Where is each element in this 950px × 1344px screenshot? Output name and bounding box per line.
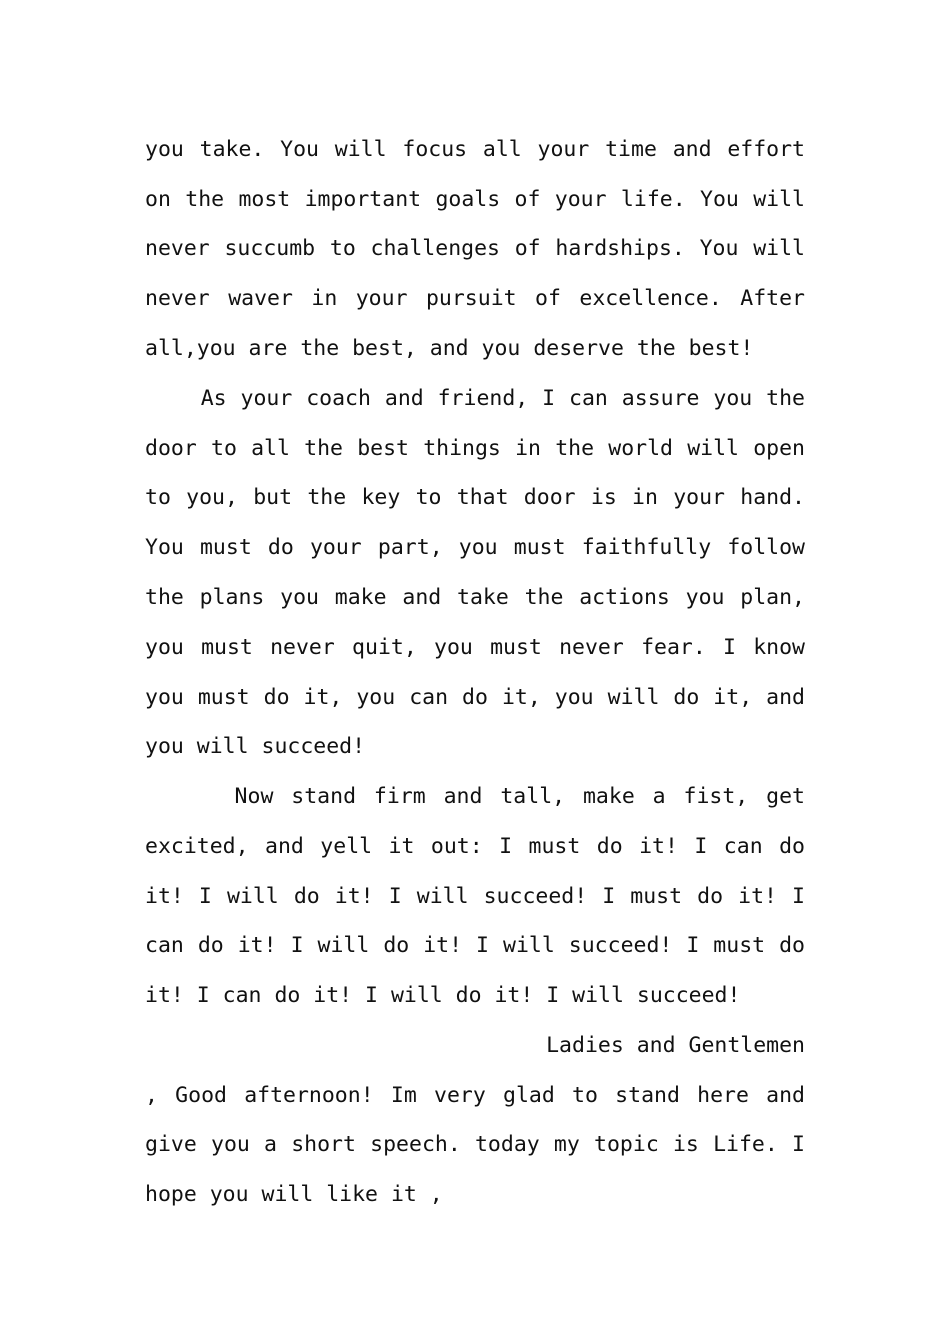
text-line: you take. You will focus all your time and effort (145, 137, 805, 162)
text-line: on the most important goals of your life. You will (145, 187, 805, 212)
text-line: can do it! I will do it! I will succeed! I must do (145, 933, 805, 958)
greeting-text: Ladies and Gentlemen (546, 1033, 805, 1058)
text-line: excited, and yell it out: I must do it! I can do (145, 834, 805, 859)
text-line: , Good afternoon! Im very glad to stand here and (145, 1083, 805, 1108)
text-line: Now stand firm and tall, make a fist, get (145, 784, 805, 809)
text-line: you must never quit, you must never fear. I know (145, 635, 805, 660)
section-heading-line (145, 1029, 805, 1063)
text-line: the plans you make and take the actions you plan, (145, 585, 805, 610)
text-line: it! I can do it! I will do it! I will succeed! (145, 983, 741, 1008)
text-line: As your coach and friend, I can assure you the (145, 386, 805, 411)
text-line: never succumb to challenges of hardships. You will (145, 236, 805, 261)
text-line: You must do your part, you must faithfully follow (145, 535, 805, 560)
text-line: all,you are the best, and you deserve the best! (145, 336, 754, 361)
text-line: door to all the best things in the world will open (145, 436, 805, 461)
text-line: give you a short speech. today my topic is Life. I (145, 1132, 805, 1157)
text-line: you will succeed! (145, 734, 366, 759)
text-line: to you, but the key to that door is in your hand. (145, 485, 805, 510)
text-line: never waver in your pursuit of excellence. After (145, 286, 805, 311)
text-line: hope you will like it , (145, 1182, 443, 1207)
text-line: it! I will do it! I will succeed! I must do it! I (145, 884, 805, 909)
text-line: you must do it, you can do it, you will do it, and (145, 685, 805, 710)
